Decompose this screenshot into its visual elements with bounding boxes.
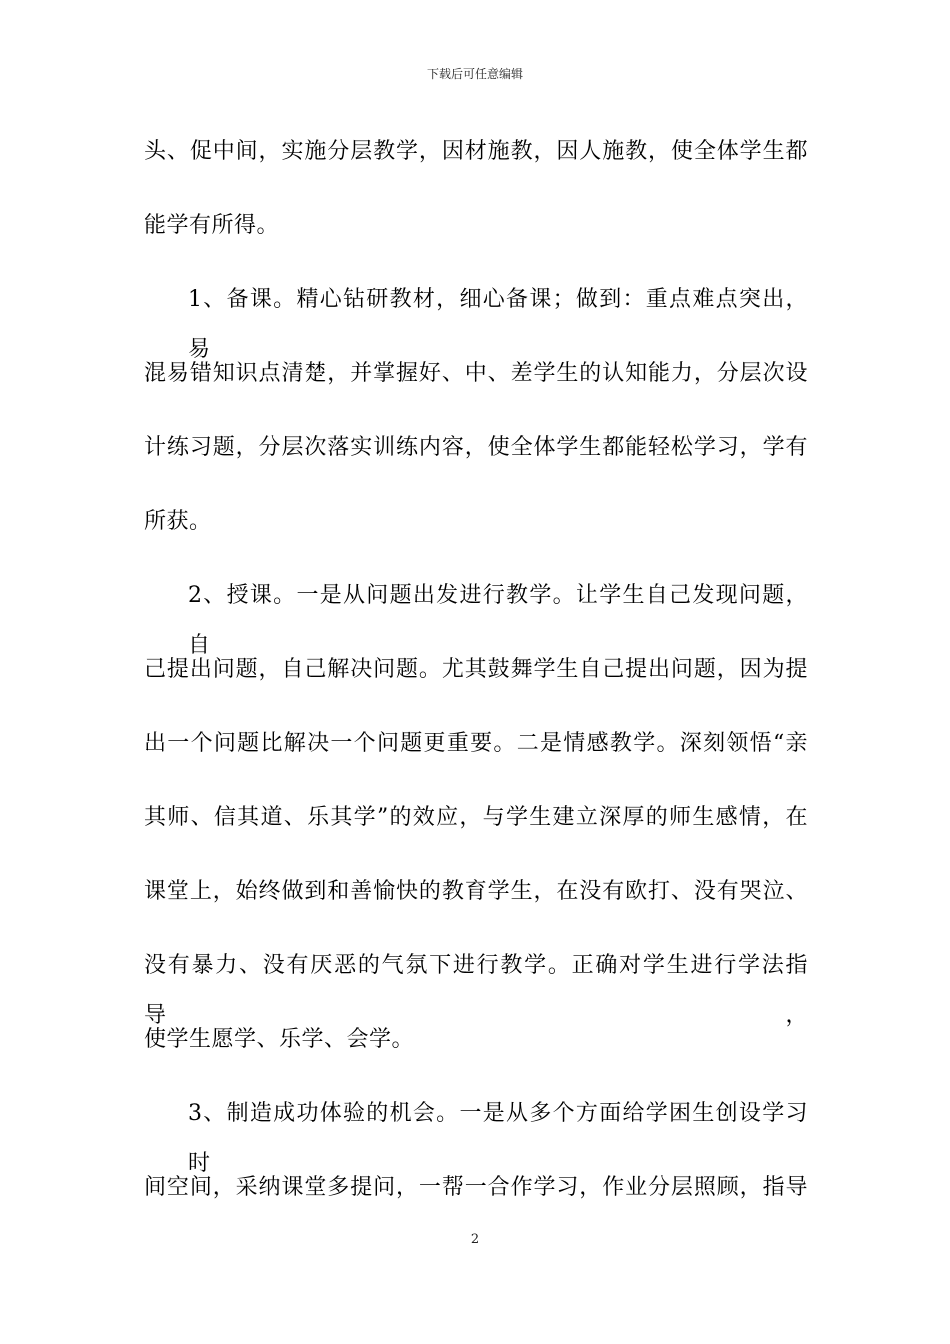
paragraph-line: 能学有所得。 [144, 213, 280, 238]
paragraph-line: 3、制造成功体验的机会。一是从多个方面给学困生创设学习时 [188, 1101, 808, 1176]
document-body [144, 127, 808, 1237]
paragraph-line: 头、促中间，实施分层教学，因材施教，因人施教，使全体学生都 [144, 139, 808, 164]
paragraph-line: 2、授课。一是从问题出发进行教学。让学生自己发现问题，自 [188, 583, 808, 658]
paragraph-line: 己提出问题，自己解决问题。尤其鼓舞学生自己提出问题，因为提 [144, 657, 808, 682]
paragraph-line: 课堂上，始终做到和善愉快的教育学生，在没有欧打、没有哭泣、 [144, 879, 808, 904]
paragraph-line: 使学生愿学、乐学、会学。 [144, 1027, 415, 1052]
paragraph-line: 混易错知识点清楚，并掌握好、中、差学生的认知能力，分层次设 [144, 361, 808, 386]
page-number: 2 [470, 1232, 480, 1247]
paragraph-line: 间空间，采纳课堂多提问，一帮一合作学习，作业分层照顾，指导 [144, 1175, 808, 1200]
paragraph-line: 所获。 [144, 509, 212, 534]
paragraph-line: 没有暴力、没有厌恶的气氛下进行教学。正确对学生进行学法指导， [144, 953, 808, 1028]
paragraph-line: 出一个问题比解决一个问题更重要。二是情感教学。深刻领悟“亲 [144, 731, 808, 756]
page-header: 下载后可任意编辑 [426, 67, 523, 81]
paragraph-line: 计练习题，分层次落实训练内容，使全体学生都能轻松学习，学有 [144, 435, 808, 460]
paragraph-line: 其师、信其道、乐其学”的效应，与学生建立深厚的师生感情，在 [144, 805, 808, 830]
paragraph-line: 1、备课。精心钻研教材，细心备课；做到：重点难点突出，易 [188, 287, 808, 362]
